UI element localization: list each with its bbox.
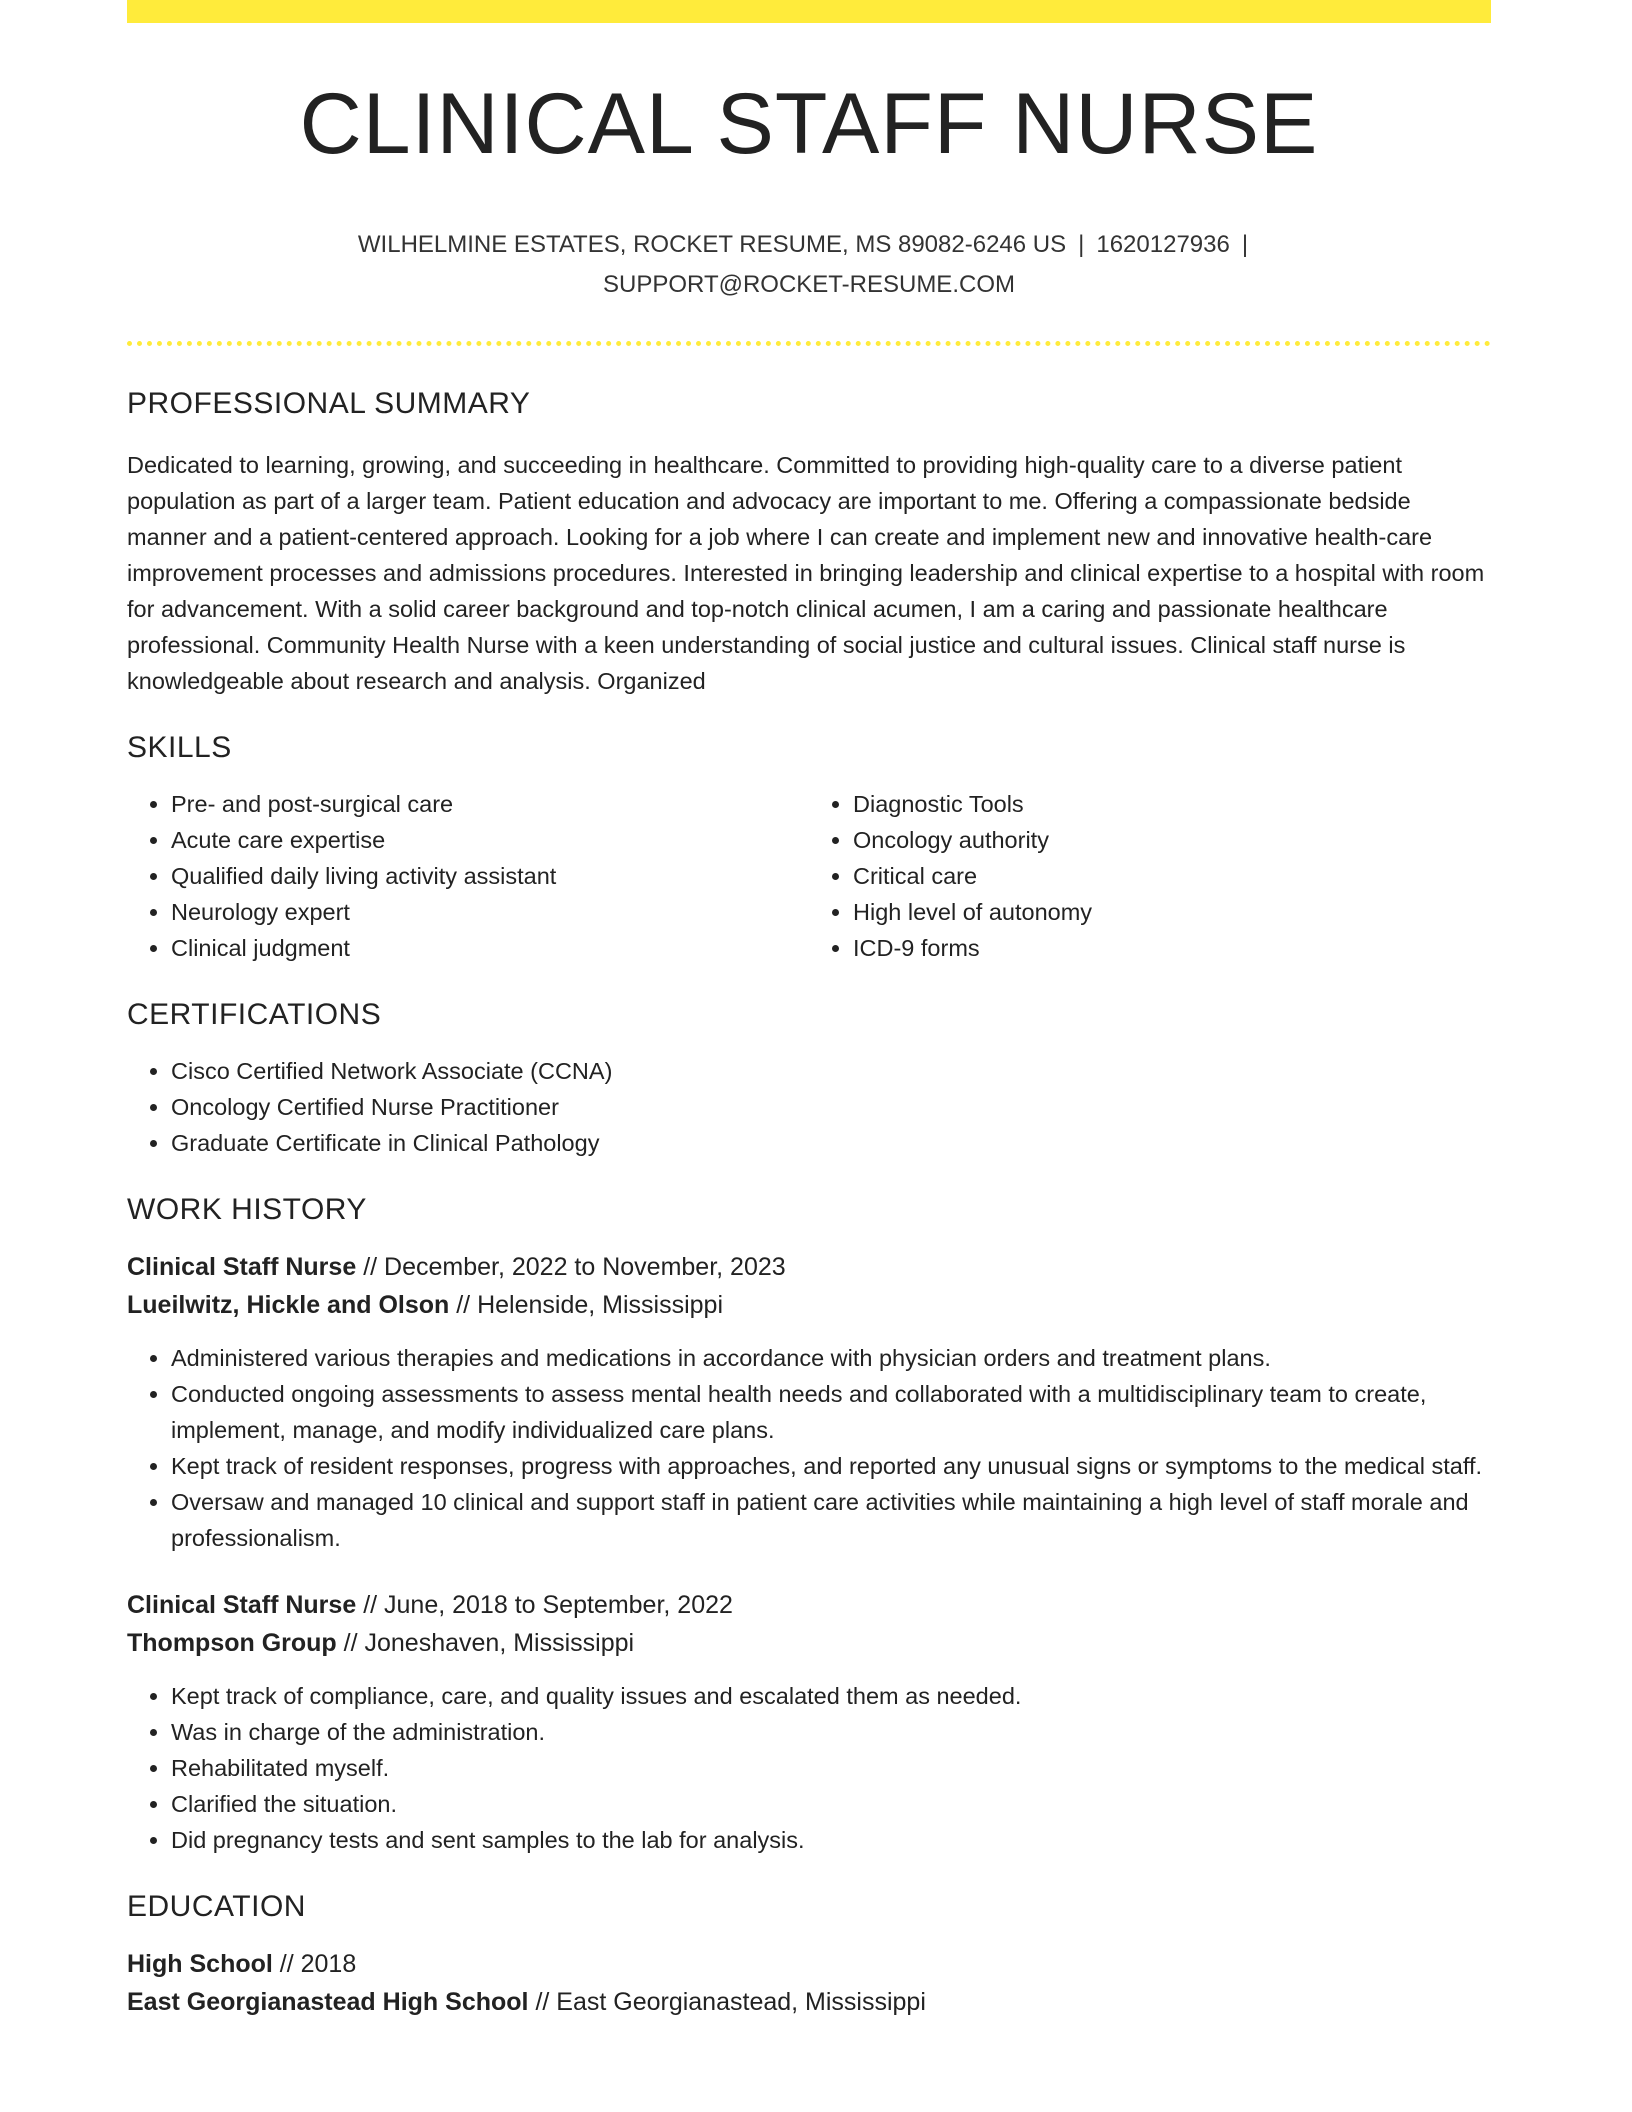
job-company-line (127, 1624, 1491, 1662)
skill-item: • Critical care (853, 858, 1491, 894)
education-degree: High School (127, 1950, 273, 1978)
education-school-line (127, 1983, 1491, 2021)
education-section (127, 1892, 1491, 2021)
education-year: // 2018 (279, 1950, 357, 1978)
skill-item: • High level of autonomy (853, 894, 1491, 930)
education-heading: EDUCATION (127, 1890, 306, 1923)
contact-phone: 1620127936 (1096, 231, 1230, 258)
skill-item: • Qualified daily living activity assistant (171, 858, 809, 894)
job-title-line (127, 1586, 1491, 1624)
job-bullet: • Oversaw and managed 10 clinical and support staff in patient care activities while maintaining a high level of staff morale and professionalism. (171, 1484, 1491, 1556)
job-entry (127, 1586, 1491, 1858)
skills-list-right (809, 786, 1491, 966)
job-dates: // June, 2018 to September, 2022 (363, 1591, 733, 1619)
job-location: // Helenside, Mississippi (456, 1291, 723, 1319)
job-bullets (127, 1340, 1491, 1556)
skill-item: • Clinical judgment (171, 930, 809, 966)
skills-heading: SKILLS (127, 731, 232, 764)
contact-info (309, 225, 1309, 305)
job-company: Thompson Group (127, 1629, 337, 1657)
skill-item: • ICD-9 forms (853, 930, 1491, 966)
skill-item: • Diagnostic Tools (853, 786, 1491, 822)
job-bullet: • Clarified the situation. (171, 1786, 1491, 1822)
work-history-heading: WORK HISTORY (127, 1193, 367, 1226)
skill-item: • Pre- and post-surgical care (171, 786, 809, 822)
skill-item: • Oncology authority (853, 822, 1491, 858)
education-location: // East Georgianastead, Mississippi (535, 1988, 926, 2016)
skills-section (127, 733, 1491, 966)
job-title: Clinical Staff Nurse (127, 1253, 357, 1281)
job-title: Clinical Staff Nurse (127, 1591, 357, 1619)
job-bullet: • Conducted ongoing assessments to assess mental health needs and collaborated with a multidisciplinary team to create, implement, manage, and modify individualized care plans. (171, 1376, 1491, 1448)
contact-separator: | (1241, 231, 1249, 258)
certifications-heading: CERTIFICATIONS (127, 998, 382, 1031)
job-entry (127, 1248, 1491, 1556)
skills-list-left (127, 786, 809, 966)
resume-page (127, 0, 1491, 2021)
summary-section (127, 389, 1491, 699)
job-dates: // December, 2022 to November, 2023 (363, 1253, 786, 1281)
skills-columns (127, 786, 1491, 966)
job-company: Lueilwitz, Hickle and Olson (127, 1291, 450, 1319)
job-bullet: • Did pregnancy tests and sent samples to the lab for analysis. (171, 1822, 1491, 1858)
certifications-list (127, 1053, 1491, 1161)
contact-address: WILHELMINE ESTATES, ROCKET RESUME, MS 89082-6246 US (357, 231, 1067, 258)
job-bullet: • Rehabilitated myself. (171, 1750, 1491, 1786)
certification-item: • Cisco Certified Network Associate (CCNA) (171, 1053, 1491, 1089)
skill-item: • Neurology expert (171, 894, 809, 930)
work-history-section (127, 1195, 1491, 1858)
certification-item: • Oncology Certified Nurse Practitioner (171, 1089, 1491, 1125)
job-location: // Joneshaven, Mississippi (343, 1629, 635, 1657)
summary-heading: PROFESSIONAL SUMMARY (127, 387, 531, 420)
dotted-divider (127, 341, 1491, 346)
contact-email: SUPPORT@ROCKET-RESUME.COM (603, 271, 1015, 298)
summary-text: Dedicated to learning, growing, and succeeding in healthcare. Committed to providing high-quality care to a diverse patient population as part of a larger team. Patient education and advocacy are important to me. Offering a compassionate bedside manner and a patient-centered approach. Looking for a job where I can create and implement new and innovative health-care improvement processes and admissions procedures. Interested in bringing leadership and clinical expertise to a hospital with room for advancement. With a solid career background and top-notch clinical acumen, I am a caring and passionate healthcare professional. Community Health Nurse with a keen understanding of social justice and cultural issues. Clinical staff nurse is knowledgeable about research and analysis. Organized (127, 452, 1485, 694)
job-bullets (127, 1678, 1491, 1858)
certification-item: • Graduate Certificate in Clinical Pathology (171, 1125, 1491, 1161)
job-bullet: • Was in charge of the administration. (171, 1714, 1491, 1750)
certifications-section (127, 1000, 1491, 1161)
job-company-line (127, 1286, 1491, 1324)
page-title: CLINICAL STAFF NURSE (299, 76, 1319, 172)
education-degree-line (127, 1945, 1491, 1983)
job-bullet: • Kept track of compliance, care, and quality issues and escalated them as needed. (171, 1678, 1491, 1714)
education-school: East Georgianastead High School (127, 1988, 529, 2016)
job-title-line (127, 1248, 1491, 1286)
accent-bar (127, 0, 1491, 23)
skill-item: • Acute care expertise (171, 822, 809, 858)
contact-separator: | (1078, 231, 1085, 258)
job-bullet: • Kept track of resident responses, progress with approaches, and reported any unusual signs or symptoms to the medical staff. (171, 1448, 1491, 1484)
job-bullet: • Administered various therapies and medications in accordance with physician orders and treatment plans. (171, 1340, 1491, 1376)
